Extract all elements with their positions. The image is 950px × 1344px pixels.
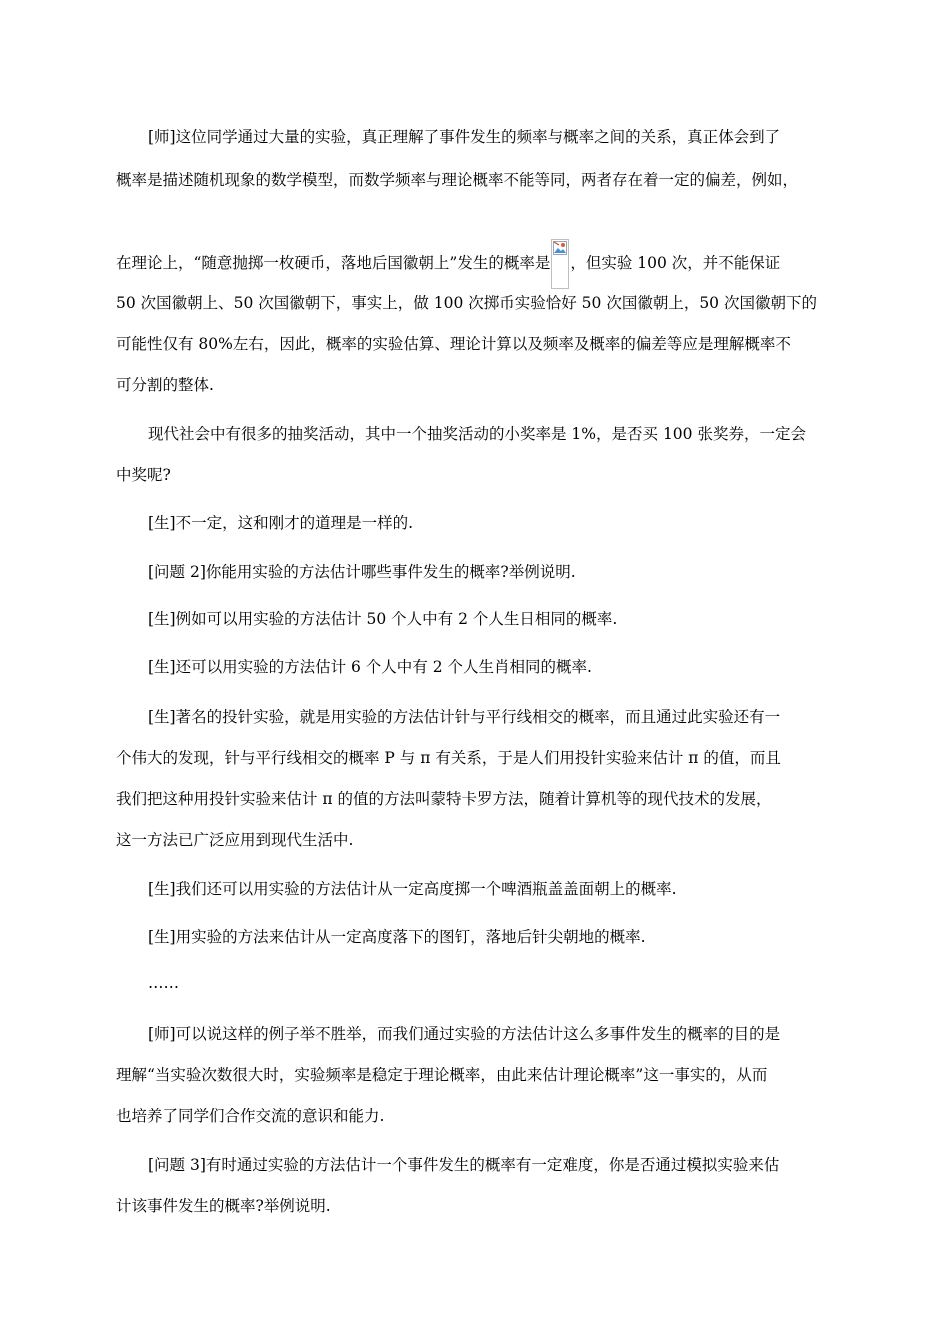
paragraph-1-line-6: 可分割的整体. [116,376,214,394]
ellipsis: …… [148,974,179,992]
paragraph-4: [问题 2]你能用实验的方法估计哪些事件发生的概率?举例说明. [148,563,576,581]
paragraph-12-line-2: 计该事件发生的概率?举例说明. [116,1197,331,1215]
paragraph-3: [生]不一定，这和刚才的道理是一样的. [148,514,414,532]
paragraph-1-line-2: 概率是描述随机现象的数学模型，而数学频率与理论概率不能等同，两者存在着一定的偏差，例如， [116,171,799,189]
paragraph-1-line-4: 50 次国徽朝上、50 次国徽朝下，事实上，做 100 次掷币实验恰好 50 次国徽朝上，50 次国徽朝下的 [116,294,817,312]
paragraph-12-line-1: [问题 3]有时通过实验的方法估计一个事件发生的概率有一定难度，你是否通过模拟实验来估 [148,1156,780,1174]
paragraph-7-line-4: 这一方法已广泛应用到现代生活中. [116,831,354,849]
paragraph-1-line-5: 可能性仅有 80%左右，因此，概率的实验估算、理论计算以及频率及概率的偏差等应是理解概率不 [116,335,791,353]
paragraph-7-line-2: 个伟大的发现，针与平行线相交的概率 P 与 π 有关系，于是人们用投针实验来估计 π 的值，而且 [116,749,781,767]
paragraph-1-line-1: [师]这位同学通过大量的实验，真正理解了事件发生的频率与概率之间的关系，真正体会到了 [148,128,781,146]
paragraph-6: [生]还可以用实验的方法估计 6 个人中有 2 个人生肖相同的概率. [148,658,592,676]
paragraph-5: [生]例如可以用实验的方法估计 50 个人中有 2 个人生日相同的概率. [148,610,618,628]
paragraph-11-line-1: [师]可以说这样的例子举不胜举，而我们通过实验的方法估计这么多事件发生的概率的目的是 [148,1025,781,1043]
paragraph-1-line-3-start: 在理论上，“随意抛掷一枚硬币，落地后国徽朝上”发生的概率是 [116,254,551,272]
paragraph-9: [生]用实验的方法来估计从一定高度落下的图钉，落地后针尖朝地的概率. [148,928,646,946]
paragraph-7-line-3: 我们把这种用投针实验来估计 π 的值的方法叫蒙特卡罗方法，随着计算机等的现代技术的发展， [116,790,772,808]
paragraph-1-line-3 [116,239,780,289]
paragraph-1-line-3-end: ，但实验 100 次，并不能保证 [570,254,781,272]
paragraph-2-line-1: 现代社会中有很多的抽奖活动，其中一个抽奖活动的小奖率是 1%，是否买 100 张奖券，一定会 [148,425,806,443]
paragraph-11-line-2: 理解“当实验次数很大时，实验频率是稳定于理论概率，由此来估计理论概率”这一事实的，从而 [116,1066,768,1084]
paragraph-11-line-3: 也培养了同学们合作交流的意识和能力. [116,1107,385,1125]
paragraph-2-line-2: 中奖呢? [116,466,171,484]
paragraph-8: [生]我们还可以用实验的方法估计从一定高度掷一个啤酒瓶盖盖面朝上的概率. [148,880,677,898]
broken-image-icon [551,239,569,289]
paragraph-7-line-1: [生]著名的投针实验，就是用实验的方法估计针与平行线相交的概率，而且通过此实验还有一 [148,708,781,726]
